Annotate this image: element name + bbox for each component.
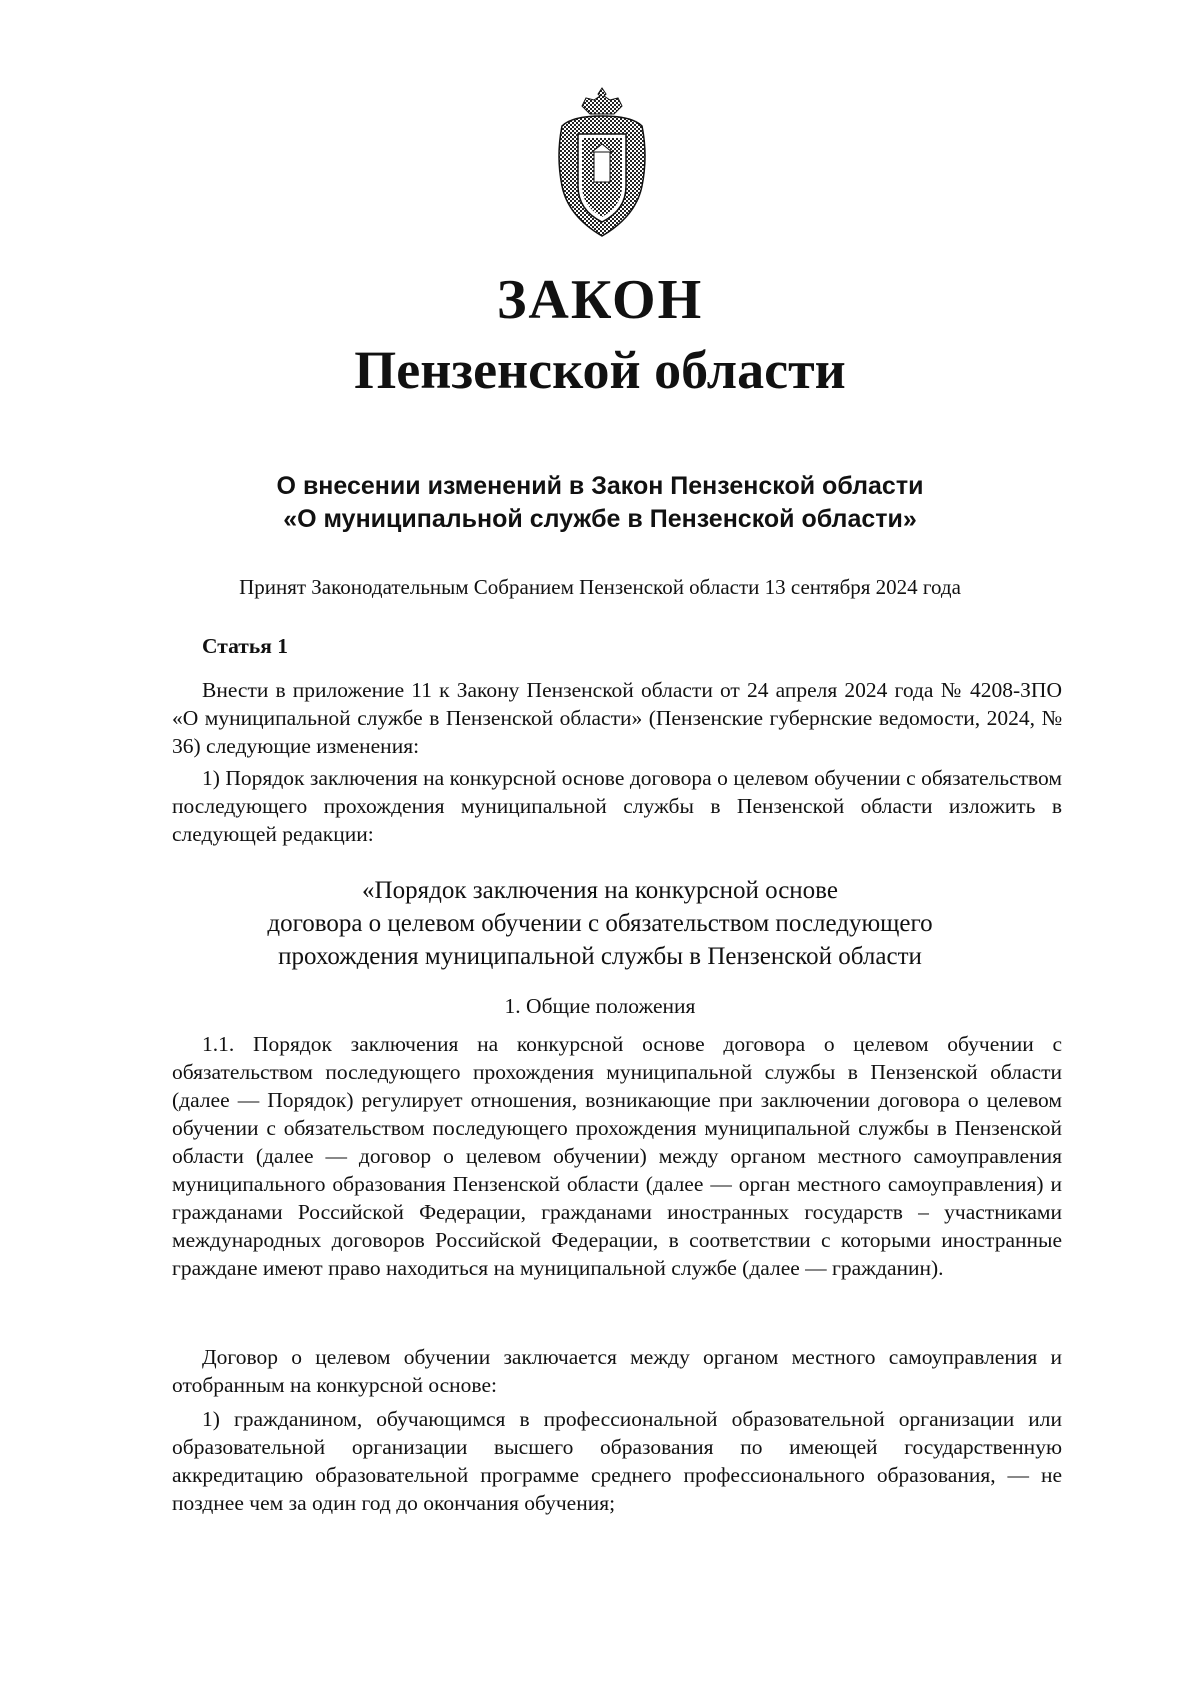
coat-of-arms-emblem [548, 86, 656, 242]
item-1-paragraph: 1) Порядок заключения на конкурсной основе договора о целевом обучении с обязательством последующего прохождения муниципальной службы в Пензенской области изложить в следующей редакции: [172, 766, 1062, 846]
quoted-title-line-1: «Порядок заключения на конкурсной основе [362, 877, 838, 904]
paragraph-1-1-text: 1.1. Порядок заключения на конкурсной основе договора о целевом обучении с обязательством последующего прохождения муниципальной службы в Пензенской области (далее — Порядок) регулирует отношения, возникающие при заключении договора о целевом обучении с обязательством последующего прохождения муниципальной службы в Пензенской области (далее — договор о целевом обучении) между органом местного самоуправления муниципального образования Пензенской области (далее — орган местного самоуправления) и гражданами Российской Федерации, гражданами иностранных государств – участниками международных договоров Российской Федерации, в соответствии с которыми иностранные граждане имеют право находиться на муниципальной службе (далее — гражданин). [172, 1032, 1062, 1280]
section-heading: 1. Общие положения [504, 994, 696, 1018]
law-region: Пензенской области [354, 340, 846, 400]
article-heading: Статья 1 [202, 634, 288, 658]
quoted-order-title [0, 874, 1200, 973]
subtitle-line-2: «О муниципальной службе в Пензенской области» [283, 505, 917, 533]
article-item-1 [172, 764, 1062, 848]
intro-paragraph: Внести в приложение 11 к Закону Пензенской области от 24 апреля 2024 года № 4208-ЗПО «О муниципальной службе в Пензенской области» (Пензенские губернские ведомости, 2024, № 36) следующие изменения: [172, 678, 1062, 758]
law-title: ЗАКОН [496, 269, 704, 331]
adoption-note: Принят Законодательным Собранием Пензенской области 13 сентября 2024 года [239, 575, 961, 599]
article-intro [172, 676, 1062, 760]
law-subtitle [0, 470, 1200, 536]
paragraph-contract-text: Договор о целевом обучении заключается между органом местного самоуправления и отобранным на конкурсной основе: [172, 1345, 1062, 1397]
paragraph-item-1-text: 1) гражданином, обучающимся в профессиональной образовательной организации или образовательной организации высшего образования по имеющей государственную аккредитацию образовательной программе среднего профессионального образования, — не позднее чем за один год до окончания обучения; [172, 1407, 1062, 1515]
quoted-title-line-2: договора о целевом обучении с обязательством последующего [267, 910, 933, 937]
quoted-title-line-3: прохождения муниципальной службы в Пензенской области [278, 943, 922, 970]
paragraph-contract [172, 1343, 1062, 1399]
subtitle-line-1: О внесении изменений в Закон Пензенской области [276, 472, 924, 500]
paragraph-1-1 [172, 1030, 1062, 1282]
paragraph-item-1 [172, 1405, 1062, 1517]
